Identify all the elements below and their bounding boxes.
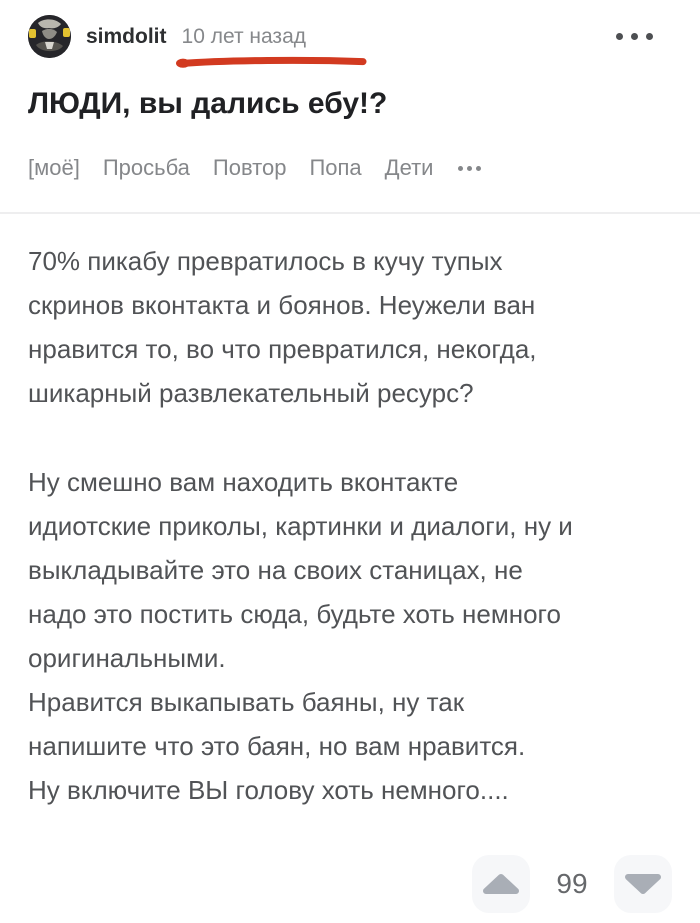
upvote-button[interactable] (472, 855, 530, 913)
vote-bar (28, 855, 672, 913)
body-line: надо это постить сюда, будьте хоть немного (28, 599, 561, 629)
tag-deti[interactable]: Дети (384, 155, 434, 180)
body-line: Ну смешно вам находить вконтакте (28, 467, 459, 497)
user-avatar[interactable] (28, 15, 71, 58)
body-paragraph (28, 239, 672, 415)
header-content-divider (0, 212, 700, 214)
avatar-image (28, 15, 71, 58)
tag-popa[interactable]: Попа (309, 155, 362, 180)
timestamp-underline-marker (174, 55, 370, 69)
body-line: скринов вконтакта и боянов. Неужели ван (28, 290, 536, 320)
downvote-arrow-icon (622, 872, 664, 896)
body-line: Ну включите ВЫ голову хоть немного.... (28, 775, 509, 805)
post-timestamp[interactable] (182, 25, 306, 49)
post-options-icon[interactable] (612, 29, 657, 44)
upvote-arrow-icon (480, 872, 522, 896)
body-line: выкладывайте это на своих станицах, не (28, 555, 523, 585)
body-line: напишите что это баян, но вам нравится. (28, 731, 526, 761)
body-line: идиотские приколы, картинки и диалоги, ну и (28, 511, 573, 541)
tag-moe[interactable]: [моё] (28, 155, 80, 180)
username[interactable]: simdolit (86, 24, 167, 48)
body-line: нравится то, во что превратился, некогда, (28, 334, 537, 364)
post-header (28, 15, 672, 58)
downvote-button[interactable] (614, 855, 672, 913)
vote-count: 99 (556, 868, 588, 899)
tags-row (28, 155, 672, 181)
post-body-card (0, 239, 700, 913)
body-line: шикарный развлекательный ресурс? (28, 378, 474, 408)
post-card (0, 0, 700, 181)
body-line: оригинальными. (28, 643, 226, 673)
timestamp-label: 10 лет назад (181, 24, 306, 48)
post-title[interactable]: ЛЮДИ, вы дались ебу!? (28, 87, 388, 120)
body-line: Нравится выкапывать баяны, ну так (28, 687, 465, 717)
more-tags-icon[interactable] (456, 164, 483, 173)
tag-prosba[interactable]: Просьба (102, 155, 190, 180)
post-body (28, 239, 672, 812)
tag-povtor[interactable]: Повтор (212, 155, 287, 180)
body-paragraph (28, 460, 672, 812)
body-line: 70% пикабу превратилось в кучу тупых (28, 246, 503, 276)
